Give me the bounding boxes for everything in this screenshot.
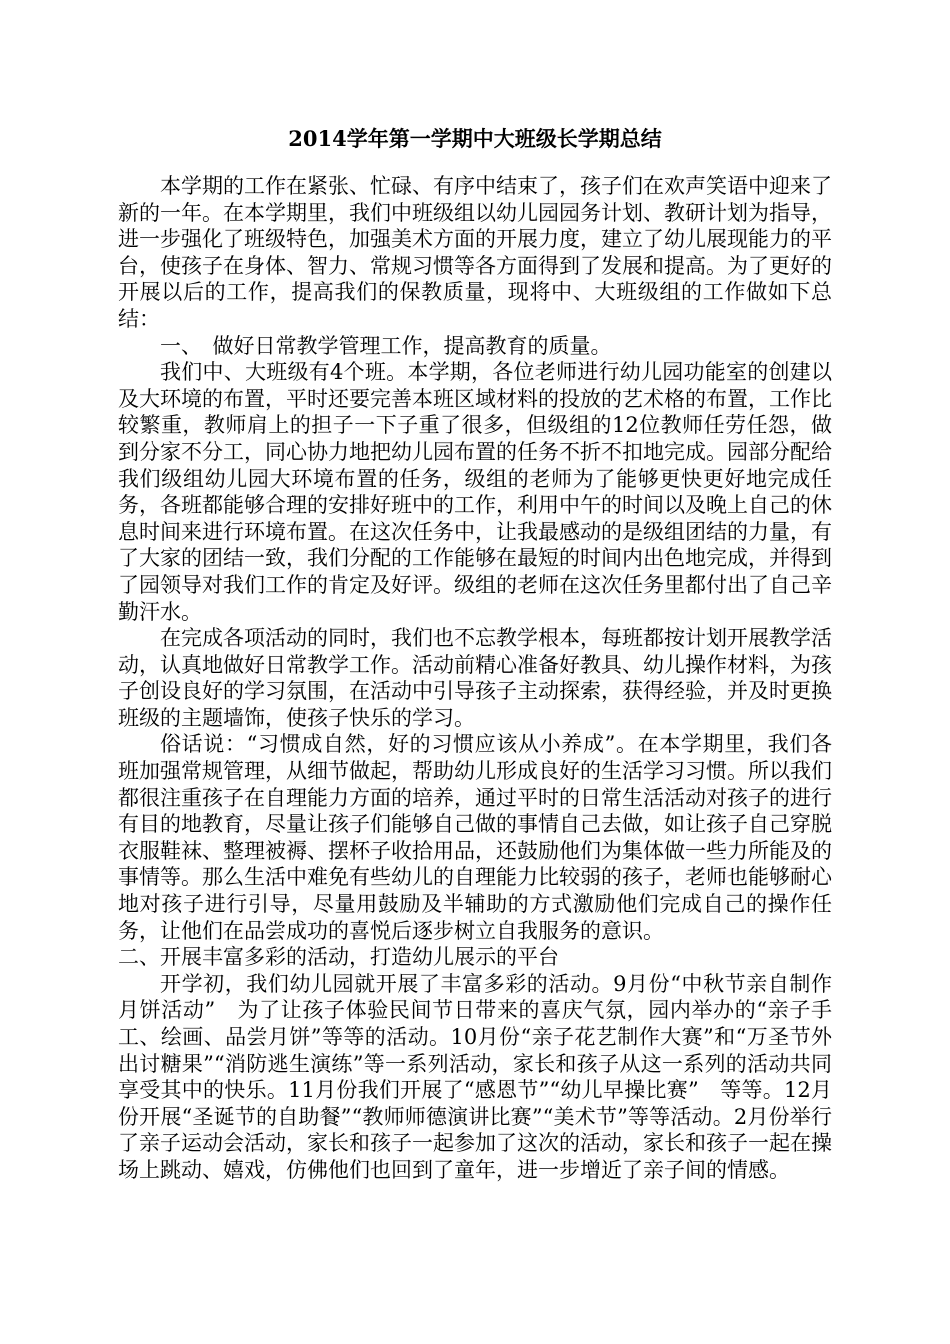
document-body xyxy=(118,173,832,1184)
page-title: 2014学年第一学期中大班级长学期总结 xyxy=(288,126,662,151)
paragraph-activities: 开学初，我们幼儿园就开展了丰富多彩的活动。9月份“中秋节亲自制作月饼活动” 为了让孩子体验民间节日带来的喜庆气氛，园内举办的“亲子手工、绘画、品尝月饼”等等的活动。10月份“亲子花艺制作大赛”和“万圣节外出讨糖果”“消防逃生演练”等一系列活动，家长和孩子从这一系列的活动共同享受其中的快乐。11月份我们开展了“感恩节”“幼儿早操比赛” 等等。12月份开展“圣诞节的自助餐”“教师师德演讲比赛”“美术节”等等活动。2月份举行了亲子运动会活动，家长和孩子一起参加了这次的活动，家长和孩子一起在操场上跳动、嬉戏，仿佛他们也回到了童年，进一步增近了亲子间的情感。 xyxy=(118,971,832,1182)
section-heading-2: 二、开展丰富多彩的活动，打造幼儿展示的平台 xyxy=(118,945,559,970)
paragraph-intro: 本学期的工作在紧张、忙碌、有序中结束了，孩子们在欢声笑语中迎来了新的一年。在本学期里，我们中班级组以幼儿园园务计划、教研计划为指导，进一步强化了班级特色，加强美术方面的开展力度，建立了幼儿展现能力的平台，使孩子在身体、智力、常规习惯等各方面得到了发展和提高。为了更好的开展以后的工作，提高我们的保教质量，现将中、大班级组的工作做如下总结： xyxy=(118,174,832,331)
paragraph-teaching: 在完成各项活动的同时，我们也不忘教学根本，每班都按计划开展教学活动，认真地做好日常教学工作。活动前精心准备好教具、幼儿操作材料，为孩子创设良好的学习氛围，在活动中引导孩子主动探索，获得经验，并及时更换班级的主题墙饰，使孩子快乐的学习。 xyxy=(118,626,832,730)
paragraph-habits: 俗话说：“习惯成自然，好的习惯应该从小养成”。在本学期里，我们各班加强常规管理，从细节做起，帮助幼儿形成良好的生活学习习惯。所以我们都很注重孩子在自理能力方面的培养，通过平时的日常生活活动对孩子的进行有目的地教育，尽量让孩子们能够自己做的事情自己去做，如让孩子自己穿脱衣服鞋袜、整理被褥、摆杯子收拾用品，还鼓励他们为集体做一些力所能及的事情等。那么生活中难免有些幼儿的自理能力比较弱的孩子，老师也能够耐心地对孩子进行引导，尽量用鼓励及半辅助的方式激励他们完成自己的操作任务，让他们在品尝成功的喜悦后逐步树立自我服务的意识。 xyxy=(118,732,832,943)
paragraph-environment: 我们中、大班级有4个班。本学期，各位老师进行幼儿园功能室的创建以及大环境的布置，平时还要完善本班区域材料的投放的艺术格的布置，工作比较繁重，教师肩上的担子一下子重了很多，但级组的12位教师任劳任怨，做到分家不分工，同心协力地把幼儿园布置的任务不折不扣地完成。园部分配给我们级组幼儿园大环境布置的任务，级组的老师为了能够更快更好地完成任务，各班都能够合理的安排好班中的工作，利用中午的时间以及晚上自己的休息时间来进行环境布置。在这次任务中，让我最感动的是级组团结的力量，有了大家的团结一致，我们分配的工作能够在最短的时间内出色地完成，并得到了园领导对我们工作的肯定及好评。级组的老师在这次任务里都付出了自己辛勤汗水。 xyxy=(118,360,832,624)
section-heading-1: 一、 做好日常教学管理工作，提高教育的质量。 xyxy=(160,333,612,358)
